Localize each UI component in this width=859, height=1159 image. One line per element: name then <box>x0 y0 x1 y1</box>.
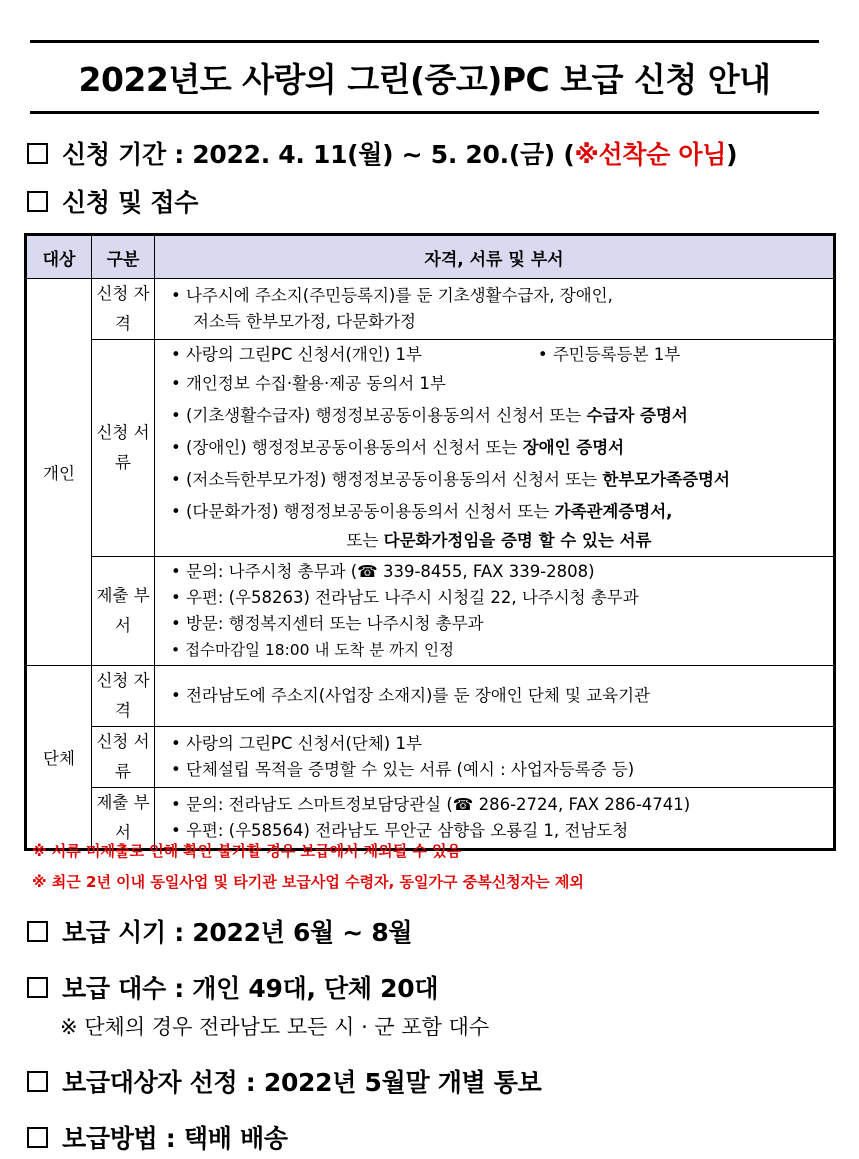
checkbox-square-icon <box>27 977 48 998</box>
list-item: • 나주시에 주소지(주민등록지)를 둔 기초생활수급자, 장애인, <box>171 286 613 305</box>
table-row <box>26 666 835 727</box>
list-item: • 개인정보 수집·활용·제공 동의서 1부 <box>171 374 446 393</box>
supply-count-text: 보급 대수 : 개인 49대, 단체 20대 <box>62 974 439 1003</box>
section-supply-count <box>27 969 438 1005</box>
section-period <box>27 135 737 171</box>
kind-documents: 신청 서류 <box>92 340 155 557</box>
group-qualification-cell <box>155 666 835 727</box>
kind-department: 제출 부서 <box>92 557 155 666</box>
table-header-row <box>26 235 835 279</box>
selection-text: 보급대상자 선정 : 2022년 5월말 개별 통보 <box>62 1068 542 1097</box>
section-method <box>27 1119 288 1155</box>
doc-text: • (기초생활수급자) 행정정보공동이용동의서 신청서 또는 <box>171 406 587 425</box>
list-item <box>171 528 827 554</box>
list-item: • 사랑의 그린PC 신청서(단체) 1부 <box>171 734 422 753</box>
section-supply-period <box>27 913 412 949</box>
apply-heading: 신청 및 접수 <box>62 188 199 217</box>
checkbox-square-icon <box>27 143 48 164</box>
title-bar <box>30 40 819 114</box>
note-exclusion: ※ 최근 2년 이내 동일사업 및 타기관 보급사업 수령자, 동일가구 중복신청자는 제외 <box>32 873 584 891</box>
target-individual: 개인 <box>26 279 92 666</box>
page-title: 2022년도 사랑의 그린(중고)PC 보급 신청 안내 <box>78 59 771 99</box>
kind-documents: 신청 서류 <box>92 727 155 788</box>
group-documents-cell <box>155 727 835 788</box>
checkbox-square-icon <box>27 1127 48 1148</box>
kind-department: 제출 부서 <box>92 788 155 850</box>
list-item: • 방문: 행정복지센터 또는 나주시청 총무과 <box>171 614 484 633</box>
table-row <box>26 727 835 788</box>
doc-bold: 한부모가족증명서 <box>602 470 730 489</box>
doc-resident: • 주민등록등본 1부 <box>537 345 681 364</box>
period-highlight: ※선착순 아님 <box>574 140 727 169</box>
kind-qualification: 신청 자격 <box>92 279 155 340</box>
section-apply <box>27 183 198 219</box>
doc-bold: 장애인 증명서 <box>522 438 625 457</box>
table-row <box>26 340 835 557</box>
list-item <box>171 496 827 528</box>
list-item: • 우편: (우58564) 전라남도 무안군 삼향읍 오룡길 1, 전남도청 <box>171 821 629 840</box>
application-table <box>24 233 836 851</box>
checkbox-square-icon <box>27 191 48 212</box>
doc-bold: 다문화가정임을 증명 할 수 있는 서류 <box>383 531 652 550</box>
doc-form: • 사랑의 그린PC 신청서(개인) 1부 <box>171 345 422 364</box>
note-missing-docs: ※ 서류 미제출로 인해 확인 불가할 경우 보급에서 제외될 수 있음 <box>32 842 462 860</box>
department-cell <box>155 557 835 666</box>
doc-bold: 수급자 증명서 <box>586 406 688 425</box>
table-row <box>26 557 835 666</box>
target-group: 단체 <box>26 666 92 850</box>
qualification-cell <box>155 279 835 340</box>
doc-text: • (저소득한부모가정) 행정정보공동이용동의서 신청서 또는 <box>171 470 603 489</box>
header-kind: 구분 <box>92 235 155 279</box>
list-item <box>171 464 827 496</box>
header-target: 대상 <box>26 235 92 279</box>
documents-cell <box>155 340 835 557</box>
period-close: ) <box>726 140 738 169</box>
doc-text: • (장애인) 행정정보공동이용동의서 신청서 또는 <box>171 438 523 457</box>
list-item: • 문의: 전라남도 스마트정보담당관실 (☎ 286-2724, FAX 286-4741) <box>171 795 691 814</box>
doc-bold: 가족관계증명서, <box>554 502 673 521</box>
section-selection <box>27 1063 542 1099</box>
list-item: • 단체설립 목적을 증명할 수 있는 서류 (예시 : 사업자등록증 등) <box>171 760 635 779</box>
supply-period-text: 보급 시기 : 2022년 6월 ~ 8월 <box>62 918 413 947</box>
method-text: 보급방법 : 택배 배송 <box>62 1124 288 1153</box>
kind-qualification: 신청 자격 <box>92 666 155 727</box>
list-item: • 접수마감일 18:00 내 도착 분 까지 인정 <box>171 641 454 659</box>
doc-text: • (다문화가정) 행정정보공동이용동의서 신청서 또는 <box>171 502 555 521</box>
doc-text: 또는 <box>346 531 384 550</box>
header-detail: 자격, 서류 및 부서 <box>155 235 835 279</box>
list-item <box>171 342 827 368</box>
checkbox-square-icon <box>27 1071 48 1092</box>
period-text: 신청 기간 : 2022. 4. 11(월) ~ 5. 20.(금) ( <box>62 140 575 169</box>
list-item: 저소득 한부모가정, 다문화가정 <box>193 312 416 331</box>
table-row <box>26 279 835 340</box>
supply-count-note: ※ 단체의 경우 전라남도 모든 시 · 군 포함 대수 <box>60 1015 490 1039</box>
list-item: • 우편: (우58263) 전라남도 나주시 시청길 22, 나주시청 총무과 <box>171 588 639 607</box>
list-item: • 전라남도에 주소지(사업장 소재지)를 둔 장애인 단체 및 교육기관 <box>171 686 650 705</box>
list-item <box>171 432 827 464</box>
list-item: • 문의: 나주시청 총무과 (☎ 339-8455, FAX 339-2808) <box>171 562 595 581</box>
checkbox-square-icon <box>27 921 48 942</box>
list-item <box>171 400 827 432</box>
